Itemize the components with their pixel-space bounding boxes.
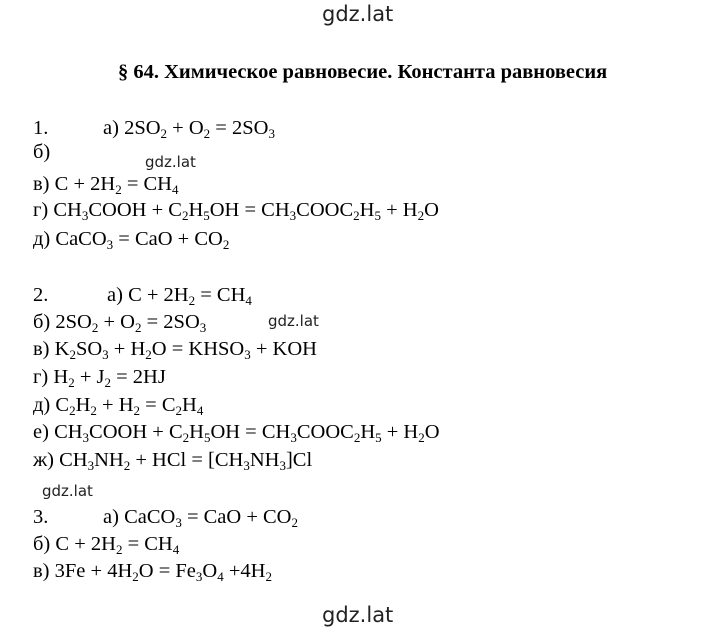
equation: $C + 2H_2 = CH_4$: [55, 533, 180, 557]
equation: $CH_3COOH + C_2H_5OH$ = $CH_3COOC_2H_5 + H_2O$: [54, 421, 440, 445]
equation: $K_2SO_3 + H_2O$ = $KHSO_3$ + KOH: [54, 338, 317, 362]
task-2-item-c: [33, 337, 317, 361]
item-label: е): [33, 421, 49, 443]
item-label: ж): [33, 449, 54, 471]
item-label: а): [107, 284, 123, 306]
task-number: 1.: [33, 117, 49, 139]
item-label: в): [33, 560, 50, 582]
equation: $CH_3NH_2$ + HCl = $[CH_3NH_3]Cl$: [59, 449, 313, 473]
task-1-item-e: [33, 227, 229, 251]
task-1-item-a: [33, 116, 275, 140]
watermark-inline: gdz.lat: [268, 312, 319, 330]
item-label: а): [103, 506, 119, 528]
task-number: 2.: [33, 284, 49, 306]
item-label: б): [33, 141, 51, 163]
item-label: а): [103, 117, 119, 139]
task-2-item-d: [33, 365, 166, 389]
equation: CaCO$_3$ = CaO + $CO_2$: [55, 228, 230, 252]
task-1-item-b: [33, 140, 50, 164]
task-number: 3.: [33, 506, 49, 528]
equation: $CH_3COOH + C_2H_5OH$ = $CH_3COOC_2H_5 + H_2O$: [53, 199, 439, 223]
section-title: § 64. Химическое равновесие. Константа равновесия: [118, 61, 608, 83]
equation: $C + 2H_2 = CH_4$: [54, 173, 179, 197]
item-label: г): [33, 199, 49, 221]
equation: $H_2 + J_2 = 2HJ$: [53, 366, 166, 390]
task-2-item-f: [33, 420, 440, 444]
item-label: д): [33, 394, 51, 416]
equation: $2SO_2 + O_2 = 2SO_3$: [124, 117, 275, 141]
equation: $C + 2H_2 = CH_4$: [128, 284, 252, 308]
item-label: б): [33, 533, 51, 555]
item-label: в): [33, 173, 50, 195]
item-label: в): [33, 338, 50, 360]
item-label: д): [33, 228, 51, 250]
task-3-item-c: [33, 559, 272, 583]
task-2-item-a: [33, 283, 252, 307]
watermark-inline: gdz.lat: [145, 153, 196, 171]
watermark-top: gdz.lat: [322, 2, 394, 26]
equation: $C_2H_2 + H_2 = C_2H_4$: [55, 394, 204, 418]
task-2-item-e: [33, 393, 203, 417]
equation: CaCO$_3$ = CaO + $CO_2$: [124, 506, 298, 530]
item-label: г): [33, 366, 49, 388]
equation: $2SO_2 + O_2 = 2SO_3$: [55, 311, 207, 335]
item-label: б): [33, 311, 51, 333]
equation: $3Fe + 4H_2O = Fe_3O_4 +4H_2$: [54, 560, 272, 584]
watermark-inline: gdz.lat: [42, 482, 93, 500]
task-1-item-d: [33, 198, 439, 222]
task-3-item-b: [33, 532, 179, 556]
task-1-item-c: [33, 172, 178, 196]
watermark-bottom: gdz.lat: [322, 603, 394, 627]
task-2-item-g: [33, 448, 312, 472]
task-2-item-b: [33, 310, 206, 334]
task-3-item-a: [33, 505, 298, 529]
